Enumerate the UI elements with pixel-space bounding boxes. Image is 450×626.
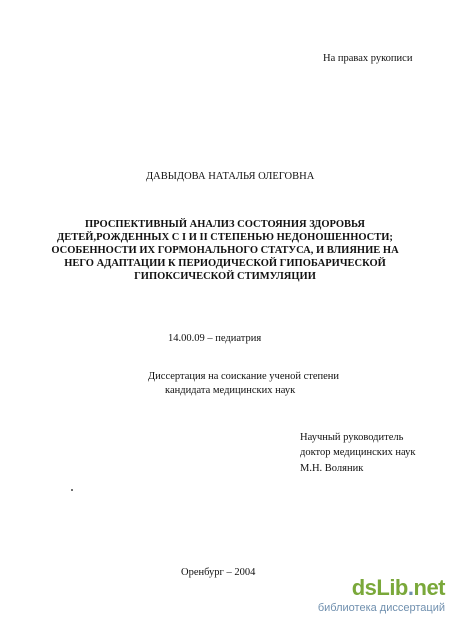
manuscript-rights-label: На правах рукописи (323, 53, 413, 64)
title-line: НЕГО АДАПТАЦИИ К ПЕРИОДИЧЕСКОЙ ГИПОБАРИЧЕСКОЙ (64, 258, 386, 269)
scan-speck (71, 489, 73, 491)
degree-line-2: кандидата медицинских наук (165, 385, 296, 396)
supervisor-degree: доктор медицинских наук (300, 447, 416, 458)
dslib-tagline: библиотека диссертаций (317, 602, 445, 614)
logo-text-left: dsLib (351, 575, 408, 600)
specialty-code: 14.00.09 – педиатрия (168, 333, 262, 344)
dslib-watermark (317, 575, 445, 621)
place-year: Оренбург – 2004 (181, 567, 256, 578)
logo-text-right: net (413, 575, 445, 600)
logo-dot: . (407, 575, 414, 600)
supervisor-role: Научный руководитель (300, 432, 404, 443)
supervisor-name: М.Н. Воляник (300, 463, 364, 474)
degree-line-1: Диссертация на соискание ученой степени (148, 371, 340, 382)
title-line: ДЕТЕЙ,РОЖДЕННЫХ С I И II СТЕПЕНЬЮ НЕДОНОШЕННОСТИ; (57, 232, 393, 243)
title-line: ГИПОКСИЧЕСКОЙ СТИМУЛЯЦИИ (134, 271, 316, 282)
title-line: ПРОСПЕКТИВНЫЙ АНАЛИЗ СОСТОЯНИЯ ЗДОРОВЬЯ (85, 219, 365, 230)
dissertation-title (40, 218, 410, 283)
dslib-logo (352, 575, 445, 601)
title-line: ОСОБЕННОСТИ ИХ ГОРМОНАЛЬНОГО СТАТУСА, И ВЛИЯНИЕ НА (51, 245, 399, 256)
author-name: ДАВЫДОВА НАТАЛЬЯ ОЛЕГОВНА (146, 171, 315, 182)
